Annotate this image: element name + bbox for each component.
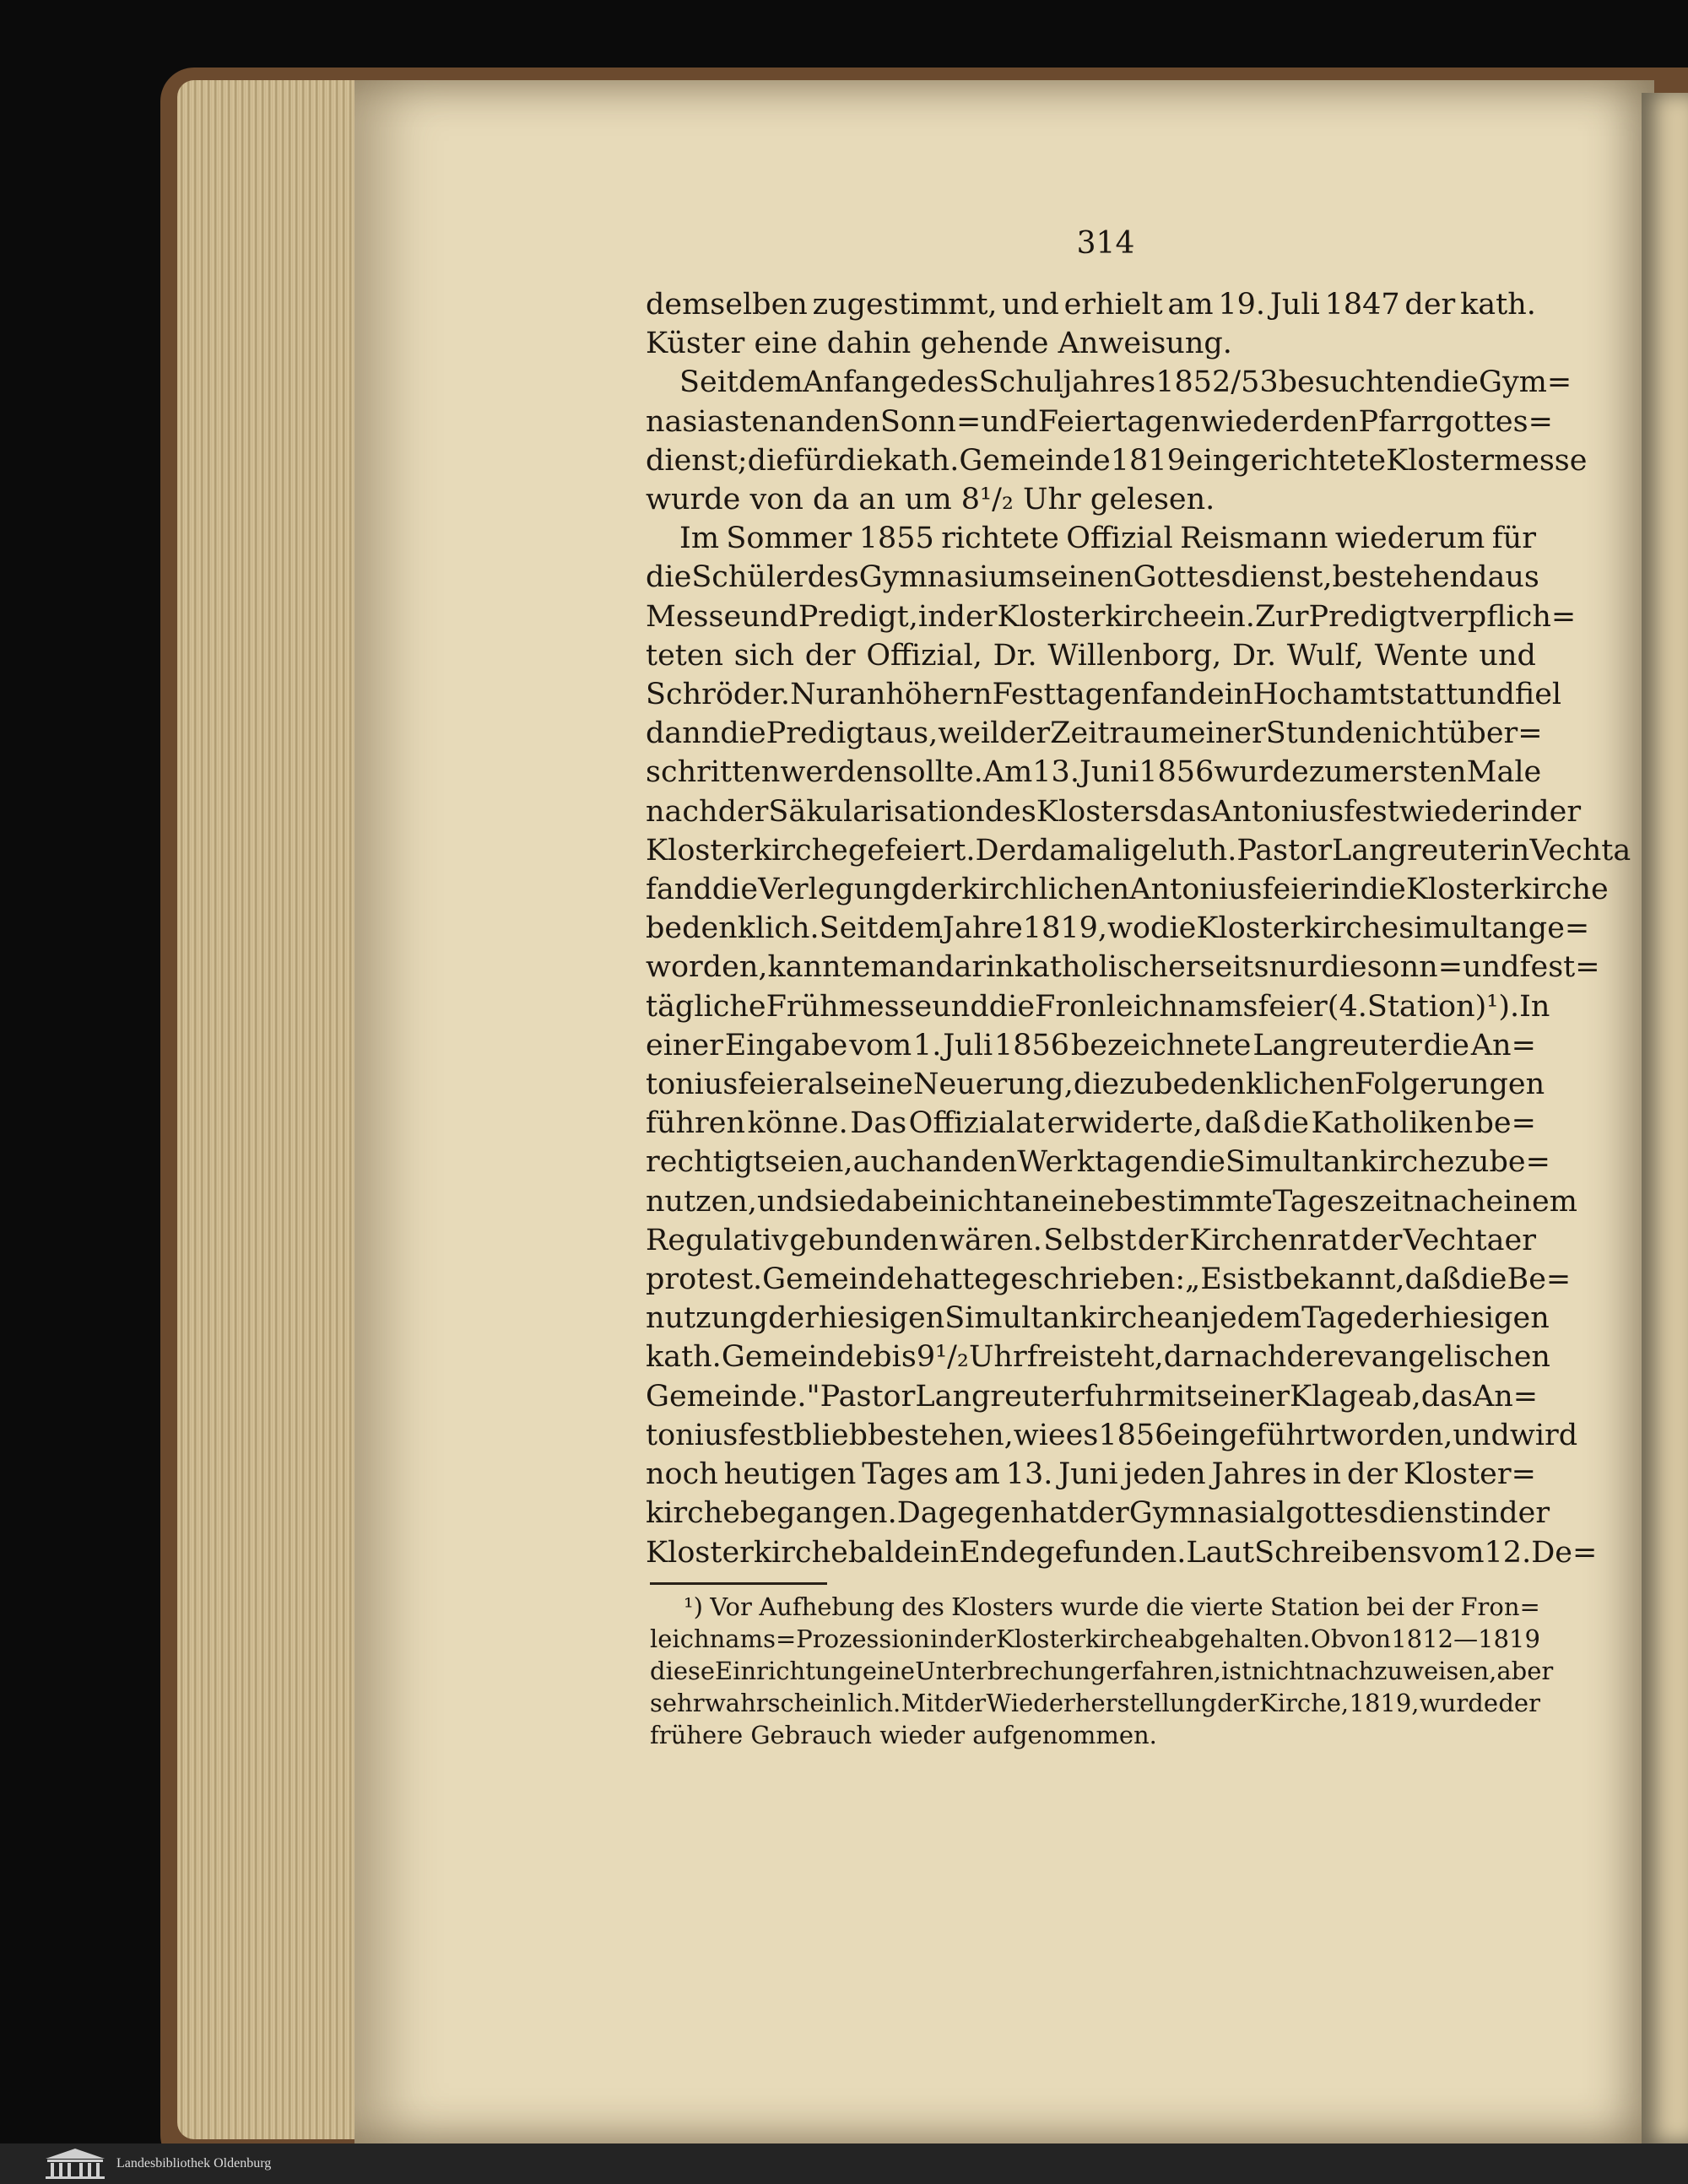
footnote [650,1591,1554,1751]
text-line: toniusfeier als eine Neuerung, die zu bedenklichen Folgerungen [646,1068,1545,1102]
text-line: Gemeinde." Pastor Langreuter fuhr mit seiner Klage ab, das An= [646,1379,1539,1414]
text-line: demselben zugestimmt, und erhielt am 19. Juli 1847 der kath. [646,288,1536,322]
text-line: wurde von da an um 8¹/₂ Uhr gelesen. [646,483,1215,517]
text-line: dienst; die für die kath. Gemeinde 1819 eingerichtete Klostermesse [646,443,1588,478]
text-line: nutzung der hiesigen Simultankirche an jedem Tage der hiesigen [646,1301,1550,1336]
text-line: toniusfest blieb bestehen, wie es 1856 eingeführt worden, und wird [646,1418,1578,1452]
footnote-line: leichnams=Prozession in der Klosterkirche abgehalten. Ob von 1812—1819 [650,1624,1540,1653]
text-line: Schröder. Nur an höhern Festtagen fand ein Hochamt statt und fiel [646,678,1562,712]
viewer-footer [0,2143,1688,2184]
text-line: bedenklich. Seit dem Jahre 1819, wo die Klosterkirche simultan ge= [646,911,1590,946]
text-line: Klosterkirche bald ein Ende gefunden. Laut Schreibens vom 12. De= [646,1535,1598,1570]
text-line: teten sich der Offizial, Dr. Willenborg, Dr. Wulf, Wente und [646,638,1536,673]
text-line: dann die Predigt aus, weil der Zeitraum einer Stunde nicht über= [646,716,1543,751]
footnote-line: ¹) Vor Aufhebung des Klosters wurde die vierte Station bei der Fron= [684,1592,1540,1621]
text-line: nasiasten an den Sonn= und Feiertagen wieder den Pfarrgottes= [646,404,1553,439]
text-line: Messe und Predigt, in der Klosterkirche ein. Zur Predigt verpflich= [646,599,1577,634]
footnote-line: sehr wahrscheinlich. Mit der Wiederherstellung der Kirche, 1819, wurde der [650,1689,1540,1717]
text-line: führen könne. Das Offizialat erwiderte, daß die Katholiken be= [646,1106,1536,1141]
text-line: Regulativ gebunden wären. Selbst der Kirchenrat der Vechtaer [646,1223,1536,1257]
library-building-icon [42,2147,108,2181]
text-line: worden, kannte man darin katholischerseits nur die sonn= und fest= [646,950,1600,985]
text-line: rechtigt seien, auch an den Werktagen die Simultankirche zu be= [646,1145,1550,1180]
text-line: schritten werden sollte. Am 13. Juni 1856 wurde zum ersten Male [646,755,1542,790]
text-line: kath. Gemeinde bis 9¹/₂ Uhr freisteht, darnach der evangelischen [646,1340,1550,1375]
text-line: kirche begangen. Dagegen hat der Gymnasialgottesdienst in der [646,1496,1550,1531]
text-line: Klosterkirche gefeiert. Der damalige luth. Pastor Langreuter in Vechta [646,833,1631,868]
library-name: Landesbibliothek Oldenburg [116,2156,272,2170]
footnote-line: diese Einrichtung eine Unterbrechung erfahren, ist nicht nachzuweisen, aber [650,1657,1554,1685]
page-edges [177,80,371,2139]
text-line: fand die Verlegung der kirchlichen Antoniusfeier in die Klosterkirche [646,873,1609,907]
text-line: Seit dem Anfange des Schuljahres 1852/53 besuchten die Gym= [679,365,1572,400]
footnote-rule [650,1582,827,1585]
text-line: nach der Säkularisation des Klosters das Antoniusfest wieder in der [646,794,1582,829]
text-line: die Schüler des Gymnasiums einen Gottesdienst, bestehend aus [646,560,1539,595]
facing-page-edge [1642,93,1688,2143]
text-line: noch heutigen Tages am 13. Juni jeden Jahres in der Kloster= [646,1457,1536,1492]
text-line: einer Eingabe vom 1. Juli 1856 bezeichnete Langreuter die An= [646,1028,1536,1062]
footnote-line: frühere Gebrauch wieder aufgenommen. [650,1721,1157,1749]
text-line: protest. Gemeinde hatte geschrieben: „Es ist bekannt, daß die Be= [646,1262,1572,1297]
text-line: Küster eine dahin gehende Anweisung. [646,327,1232,361]
page-number: 314 [1076,226,1135,261]
body-text [646,285,1631,1572]
text-line: tägliche Frühmesse und die Fronleichnamsfeier (4. Station)¹). In [646,989,1550,1024]
text-line: nutzen, und sie dabei nicht an eine bestimmte Tageszeit nach einem [646,1184,1577,1219]
text-line: Im Sommer 1855 richtete Offizial Reismann wiederum für [679,522,1536,556]
